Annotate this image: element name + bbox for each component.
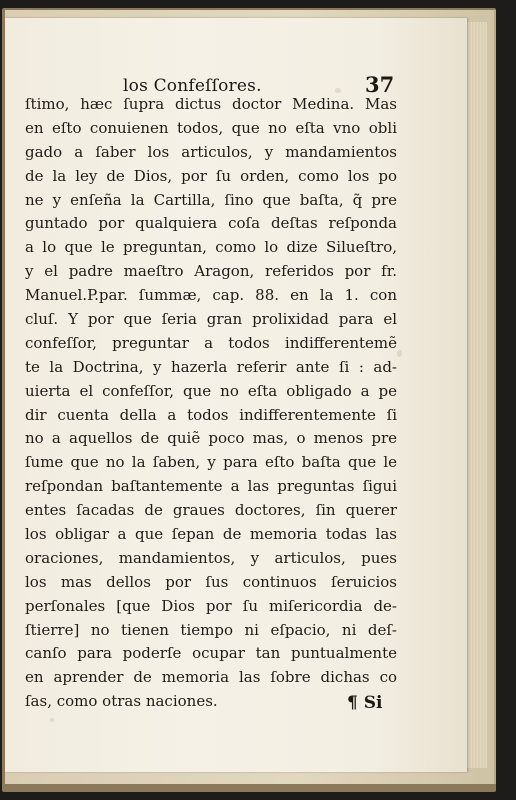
text-line: ſas, como otras naciones. <box>25 692 218 711</box>
text-line: a lo que le preguntan, como lo dize Silueſtro, <box>25 238 397 257</box>
text-line: en eſto conuienen todos, que no eſta vno obli <box>25 118 397 137</box>
text-line: uierta el confeſſor, que no eſta obligado a pe <box>25 381 397 400</box>
text-line: canſo para poderſe ocupar tan puntualmente <box>25 644 397 663</box>
text-line: dir cuenta della a todos indifferentemente ſi <box>25 405 397 424</box>
text-line: cluſ. Y por que ſeria gran prolixidad para el <box>25 310 397 329</box>
foxing-spot <box>50 718 54 722</box>
text-line: confeſſor, preguntar a todos indifferentemẽ <box>25 333 397 352</box>
text-line: reſpondan baſtantemente a las preguntas ſigui <box>25 477 397 496</box>
text-line: en aprender de memoria las ſobre dichas co <box>25 668 397 687</box>
text-line: de la ley de Dios, por ſu orden, como los po <box>25 166 397 185</box>
foxing-spot <box>397 350 402 357</box>
text-line: perſonales [que Dios por ſu miſericordia de- <box>25 596 397 615</box>
text-line: ſtimo, hæc ſupra dictus doctor Medina. Mas <box>25 95 397 113</box>
text-line: y el padre maeſtro Aragon, referidos por fr. <box>25 262 397 281</box>
text-line: ne y enſeña la Cartilla, ſino que baſta, q̃ pre <box>25 190 397 209</box>
catchword: ¶ Si <box>347 693 383 713</box>
page-edges <box>467 22 487 768</box>
text-line: entes ſacadas de graues doctores, ſin querer <box>25 501 397 520</box>
body-text <box>25 93 397 714</box>
text-line: ſtierre] no tienen tiempo ni eſpacio, ni deſ- <box>25 620 397 639</box>
page-number: 37 <box>365 72 395 97</box>
text-line: los obligar a que ſepan de memoria todas las <box>25 525 397 544</box>
text-line: te la Doctrina, y hazerla referir ante ſi : ad- <box>25 357 397 376</box>
text-line: oraciones, mandamientos, y articulos, pues <box>25 548 397 567</box>
text-line: gado a ſaber los articulos, y mandamientos <box>25 142 397 161</box>
text-line: los mas dellos por ſus continuos ſeruicios <box>25 572 397 591</box>
text-line: Manuel.P.par. ſummæ, cap. 88. en la 1. con <box>25 286 397 305</box>
page-header <box>5 58 467 97</box>
running-head: los Confeſſores. <box>123 76 262 96</box>
book-page <box>5 18 467 772</box>
text-line: ſume que no la ſaben, y para eſto baſta que le <box>25 453 397 472</box>
text-line: guntado por qualquiera coſa deſtas reſponda <box>25 214 397 233</box>
text-line: no a aquellos de quiẽ poco mas, o menos pre <box>25 429 397 448</box>
